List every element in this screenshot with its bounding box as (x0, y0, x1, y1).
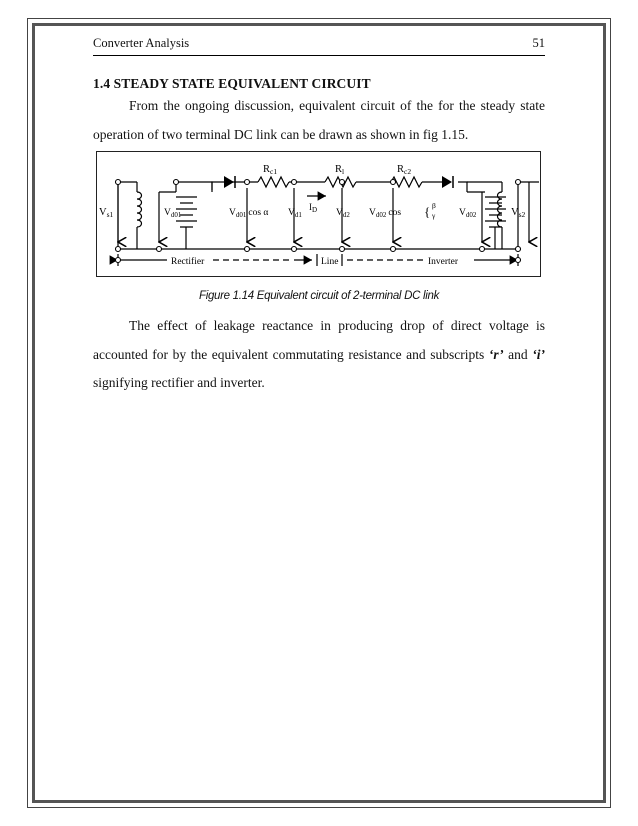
label-gamma: γ (432, 211, 436, 220)
paragraph-leakage (93, 312, 545, 398)
paragraph-intro (93, 92, 545, 149)
label-brace: { (424, 204, 431, 219)
label-rc1: Rc1 (263, 164, 278, 176)
label-vd01-cos-alpha: $V_{d01}$ cos α (229, 208, 269, 219)
paragraph-leakage-part2: and (503, 346, 533, 362)
label-vd2: $V_{d2}$ (336, 208, 350, 219)
paragraph-leakage-part1: The effect of leakage reactance in producing drop of direct voltage is accounted for by the equivalent commutating resistance and subscripts (93, 318, 545, 362)
label-vd1: $V_{d1}$ (288, 208, 302, 219)
label-rl: Rl (335, 164, 345, 176)
paragraph-leakage-part3: signifying rectifier and inverter. (93, 375, 265, 390)
circuit-figure (96, 151, 541, 277)
subscript-r: ‘r’ (488, 346, 504, 362)
header-title: Converter Analysis (93, 36, 190, 50)
label-vs1: Vs1 (99, 207, 114, 219)
label-vd01: $V_{d01}$ (164, 208, 182, 219)
section-heading: 1.4 STEADY STATE EQUIVALENT CIRCUIT (93, 76, 371, 91)
label-beta: β (432, 201, 436, 210)
label-vs2: Vs2 (511, 207, 526, 219)
subscript-i: ‘i’ (532, 346, 545, 362)
label-inverter: Inverter (428, 257, 459, 267)
label-vd02: $V_{d02}$ (459, 208, 477, 219)
paragraph-intro-text: From the ongoing discussion, equivalent circuit of the for the steady state operation of two terminal DC link can be drawn as shown in fig 1.15. (93, 98, 545, 142)
page-header (93, 36, 545, 56)
label-vd02-cos: $V_{d02}$ cos (369, 208, 402, 219)
page-number: 51 (532, 36, 545, 50)
figure-caption: Figure 1.14 Equivalent circuit of 2-terminal DC link (198, 290, 440, 302)
label-id: $I_D$ (309, 202, 318, 214)
circuit-diagram (97, 152, 542, 278)
label-rectifier: Rectifier (171, 257, 205, 267)
label-line: Line (321, 257, 339, 267)
inverter-diode (442, 176, 452, 188)
rectifier-diode (224, 176, 234, 188)
label-rc2: Rc2 (397, 164, 412, 176)
